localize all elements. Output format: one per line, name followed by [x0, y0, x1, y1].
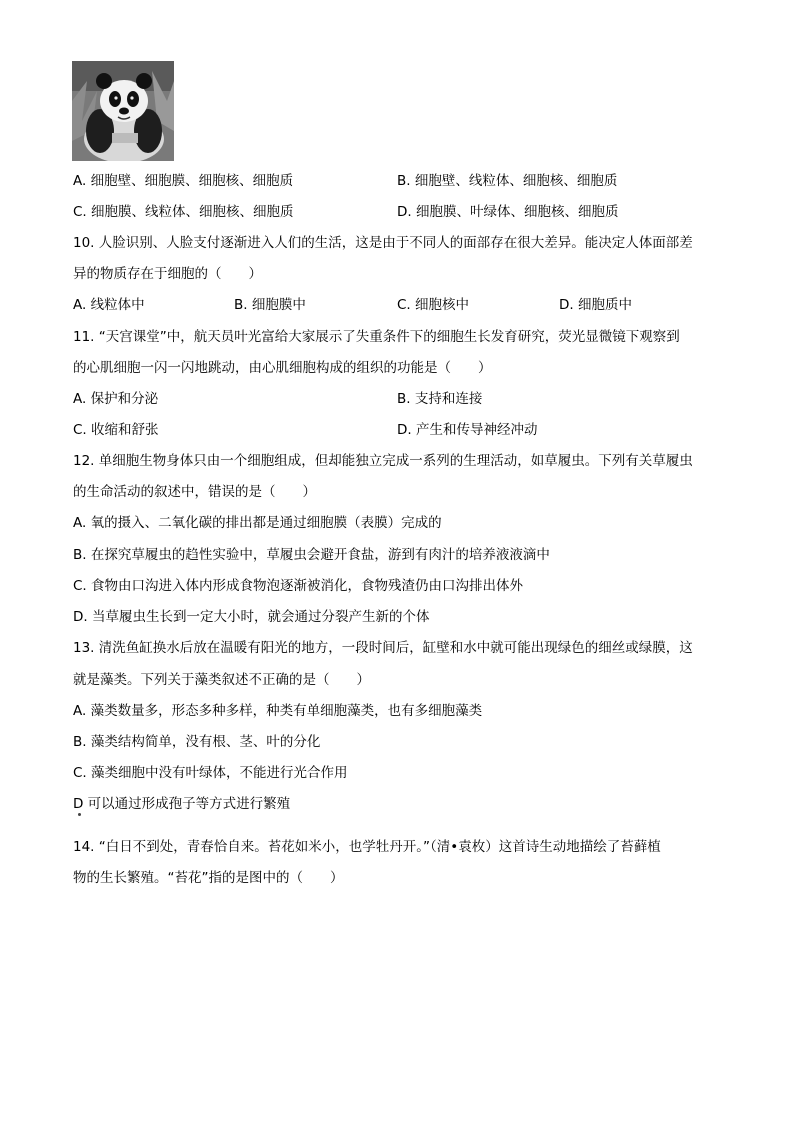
q14-stem-line1: 14. “白日不到处，青春恰自来。苔花如米小，也学牡丹开。”（清•袁枚）这首诗生动地描绘了苔藓植 [73, 839, 661, 855]
q13-stem-line1: 13. 清洗鱼缸换水后放在温暖有阳光的地方，一段时间后，缸壁和水中就可能出现绿色的细丝或绿膜，这 [73, 640, 693, 656]
q11-stem-line2: 的心肌细胞一闪一闪地跳动，由心肌细胞构成的组织的功能是（ ） [73, 360, 492, 376]
q11-option-c: C. 收缩和舒张 [73, 422, 159, 438]
q9-option-a: A. 细胞壁、细胞膜、细胞核、细胞质 [73, 173, 294, 189]
stray-dot-mark [78, 813, 81, 816]
q12-option-d: D. 当草履虫生长到一定大小时，就会通过分裂产生新的个体 [73, 609, 430, 625]
q11-option-a: A. 保护和分泌 [73, 391, 159, 407]
q10-stem-line2: 异的物质存在于细胞的（ ） [73, 266, 262, 282]
q10-option-c: C. 细胞核中 [397, 297, 470, 313]
q12-stem-line1: 12. 单细胞生物身体只由一个细胞组成，但却能独立完成一系列的生理活动，如草履虫。下列有关草履虫 [73, 453, 693, 469]
q12-option-c: C. 食物由口沟进入体内形成食物泡逐渐被消化，食物残渣仍由口沟排出体外 [73, 578, 524, 594]
q12-option-b: B. 在探究草履虫的趋性实验中，草履虫会避开食盐，游到有肉汁的培养液液滴中 [73, 547, 550, 563]
q12-stem-line2: 的生命活动的叙述中，错误的是（ ） [73, 484, 316, 500]
q14-stem-line2: 物的生长繁殖。“苔花”指的是图中的（ ） [73, 870, 344, 886]
q10-option-a: A. 线粒体中 [73, 297, 145, 313]
panda-photo [72, 61, 174, 161]
q9-option-c: C. 细胞膜、线粒体、细胞核、细胞质 [73, 204, 294, 220]
q11-stem-line1: 11. “天宫课堂”中，航天员叶光富给大家展示了失重条件下的细胞生长发育研究，荧光显微镜下观察到 [73, 329, 680, 345]
q13-option-d: D 可以通过形成孢子等方式进行繁殖 [73, 796, 291, 812]
q13-option-a: A. 藻类数量多，形态多种多样，种类有单细胞藻类，也有多细胞藻类 [73, 703, 483, 719]
q9-option-d: D. 细胞膜、叶绿体、细胞核、细胞质 [397, 204, 619, 220]
q9-option-b: B. 细胞壁、线粒体、细胞核、细胞质 [397, 173, 618, 189]
q13-stem-line2: 就是藻类。下列关于藻类叙述不正确的是（ ） [73, 672, 370, 688]
q11-option-b: B. 支持和连接 [397, 391, 483, 407]
q10-stem-line1: 10. 人脸识别、人脸支付逐渐进入人们的生活，这是由于不同人的面部存在很大差异。能决定人体面部差 [73, 235, 693, 251]
q11-option-d: D. 产生和传导神经冲动 [397, 422, 538, 438]
q13-option-c: C. 藻类细胞中没有叶绿体，不能进行光合作用 [73, 765, 348, 781]
q13-option-b: B. 藻类结构简单，没有根、茎、叶的分化 [73, 734, 321, 750]
q12-option-a: A. 氧的摄入、二氧化碳的排出都是通过细胞膜（表膜）完成的 [73, 515, 442, 531]
q10-option-d: D. 细胞质中 [559, 297, 632, 313]
q10-option-b: B. 细胞膜中 [234, 297, 306, 313]
